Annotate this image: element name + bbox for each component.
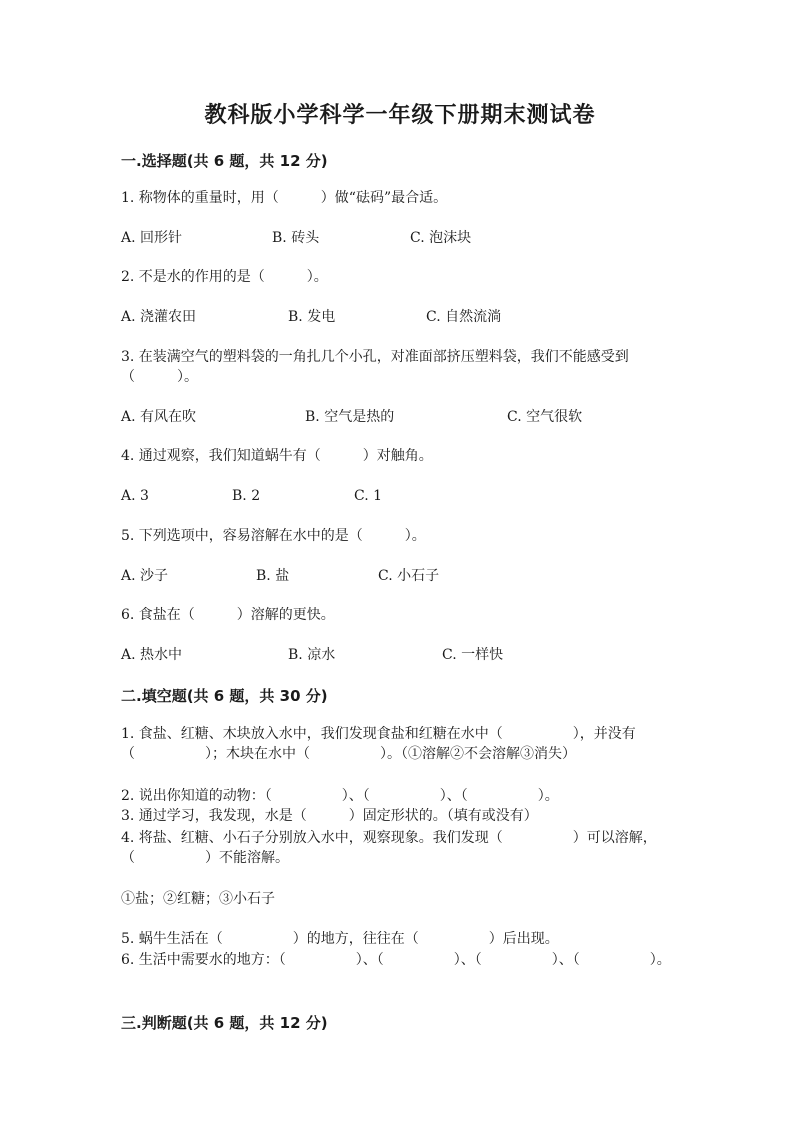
choice-5-option-b: B. 盐 (256, 568, 290, 584)
choice-question-5: 5. 下列选项中，容易溶解在水中的是（ ）。 (121, 528, 426, 544)
choice-question-1: 1. 称物体的重量时，用（ ）做“砝码”最合适。 (121, 190, 448, 206)
choice-question-6: 6. 食盐在（ ）溶解的更快。 (121, 607, 335, 623)
choice-6-option-c: C. 一样快 (442, 647, 504, 663)
fill-question-6: 6. 生活中需要水的地方：（ ）、（ ）、（ ）、（ ）。 (121, 952, 671, 968)
fill-question-1: 1. 食盐、红糖、木块放入水中，我们发现食盐和红糖在水中（ ），并没有（ ）；木块在水中（ ）。（①溶解②不会溶解③消失） (121, 726, 636, 762)
choice-4-option-b: B. 2 (232, 488, 261, 504)
fill-question-5: 5. 蜗牛生活在（ ）的地方，往往在（ ）后出现。 (121, 931, 559, 947)
section-heading-fill: 二.填空题(共 6 题，共 30 分) (121, 687, 328, 705)
page-title: 教科版小学科学一年级下册期末测试卷 (204, 103, 596, 128)
choice-3-option-c: C. 空气很软 (507, 409, 583, 425)
choice-question-3: 3. 在装满空气的塑料袋的一角扎几个小孔，对准面部挤压塑料袋，我们不能感受到（ ）。 (121, 349, 629, 385)
choice-5-option-a: A. 沙子 (121, 568, 169, 584)
choice-6-option-b: B. 凉水 (288, 647, 336, 663)
choice-question-2: 2. 不是水的作用的是（ ）。 (121, 269, 328, 285)
choice-1-option-c: C. 泡沫块 (410, 230, 472, 246)
fill-question-4: 4. 将盐、红糖、小石子分别放入水中，观察现象。我们发现（ ）可以溶解，（ ）不能溶解。 (121, 830, 657, 866)
choice-3-option-a: A. 有风在吹 (121, 409, 197, 425)
choice-4-option-a: A. 3 (121, 488, 149, 504)
choice-question-4: 4. 通过观察，我们知道蜗牛有（ ）对触角。 (121, 448, 433, 464)
fill-question-2: 2. 说出你知道的动物：（ ）、（ ）、（ ）。 (121, 788, 559, 804)
section-heading-judge: 三.判断题(共 6 题，共 12 分) (121, 1014, 328, 1032)
choice-2-option-c: C. 自然流淌 (426, 309, 502, 325)
choice-6-option-a: A. 热水中 (121, 647, 183, 663)
fill-question-3: 3. 通过学习，我发现，水是（ ）固定形状的。（填有或没有） (121, 808, 538, 824)
choice-3-option-b: B. 空气是热的 (305, 409, 395, 425)
section-heading-choice: 一.选择题(共 6 题，共 12 分) (121, 152, 328, 170)
fill-question-4-options: ①盐；②红糖；③小石子 (121, 891, 275, 907)
choice-5-option-c: C. 小石子 (378, 568, 440, 584)
choice-4-option-c: C. 1 (354, 488, 383, 504)
choice-1-option-b: B. 砖头 (272, 230, 320, 246)
choice-2-option-a: A. 浇灌农田 (121, 309, 197, 325)
choice-1-option-a: A. 回形针 (121, 230, 183, 246)
choice-2-option-b: B. 发电 (288, 309, 336, 325)
